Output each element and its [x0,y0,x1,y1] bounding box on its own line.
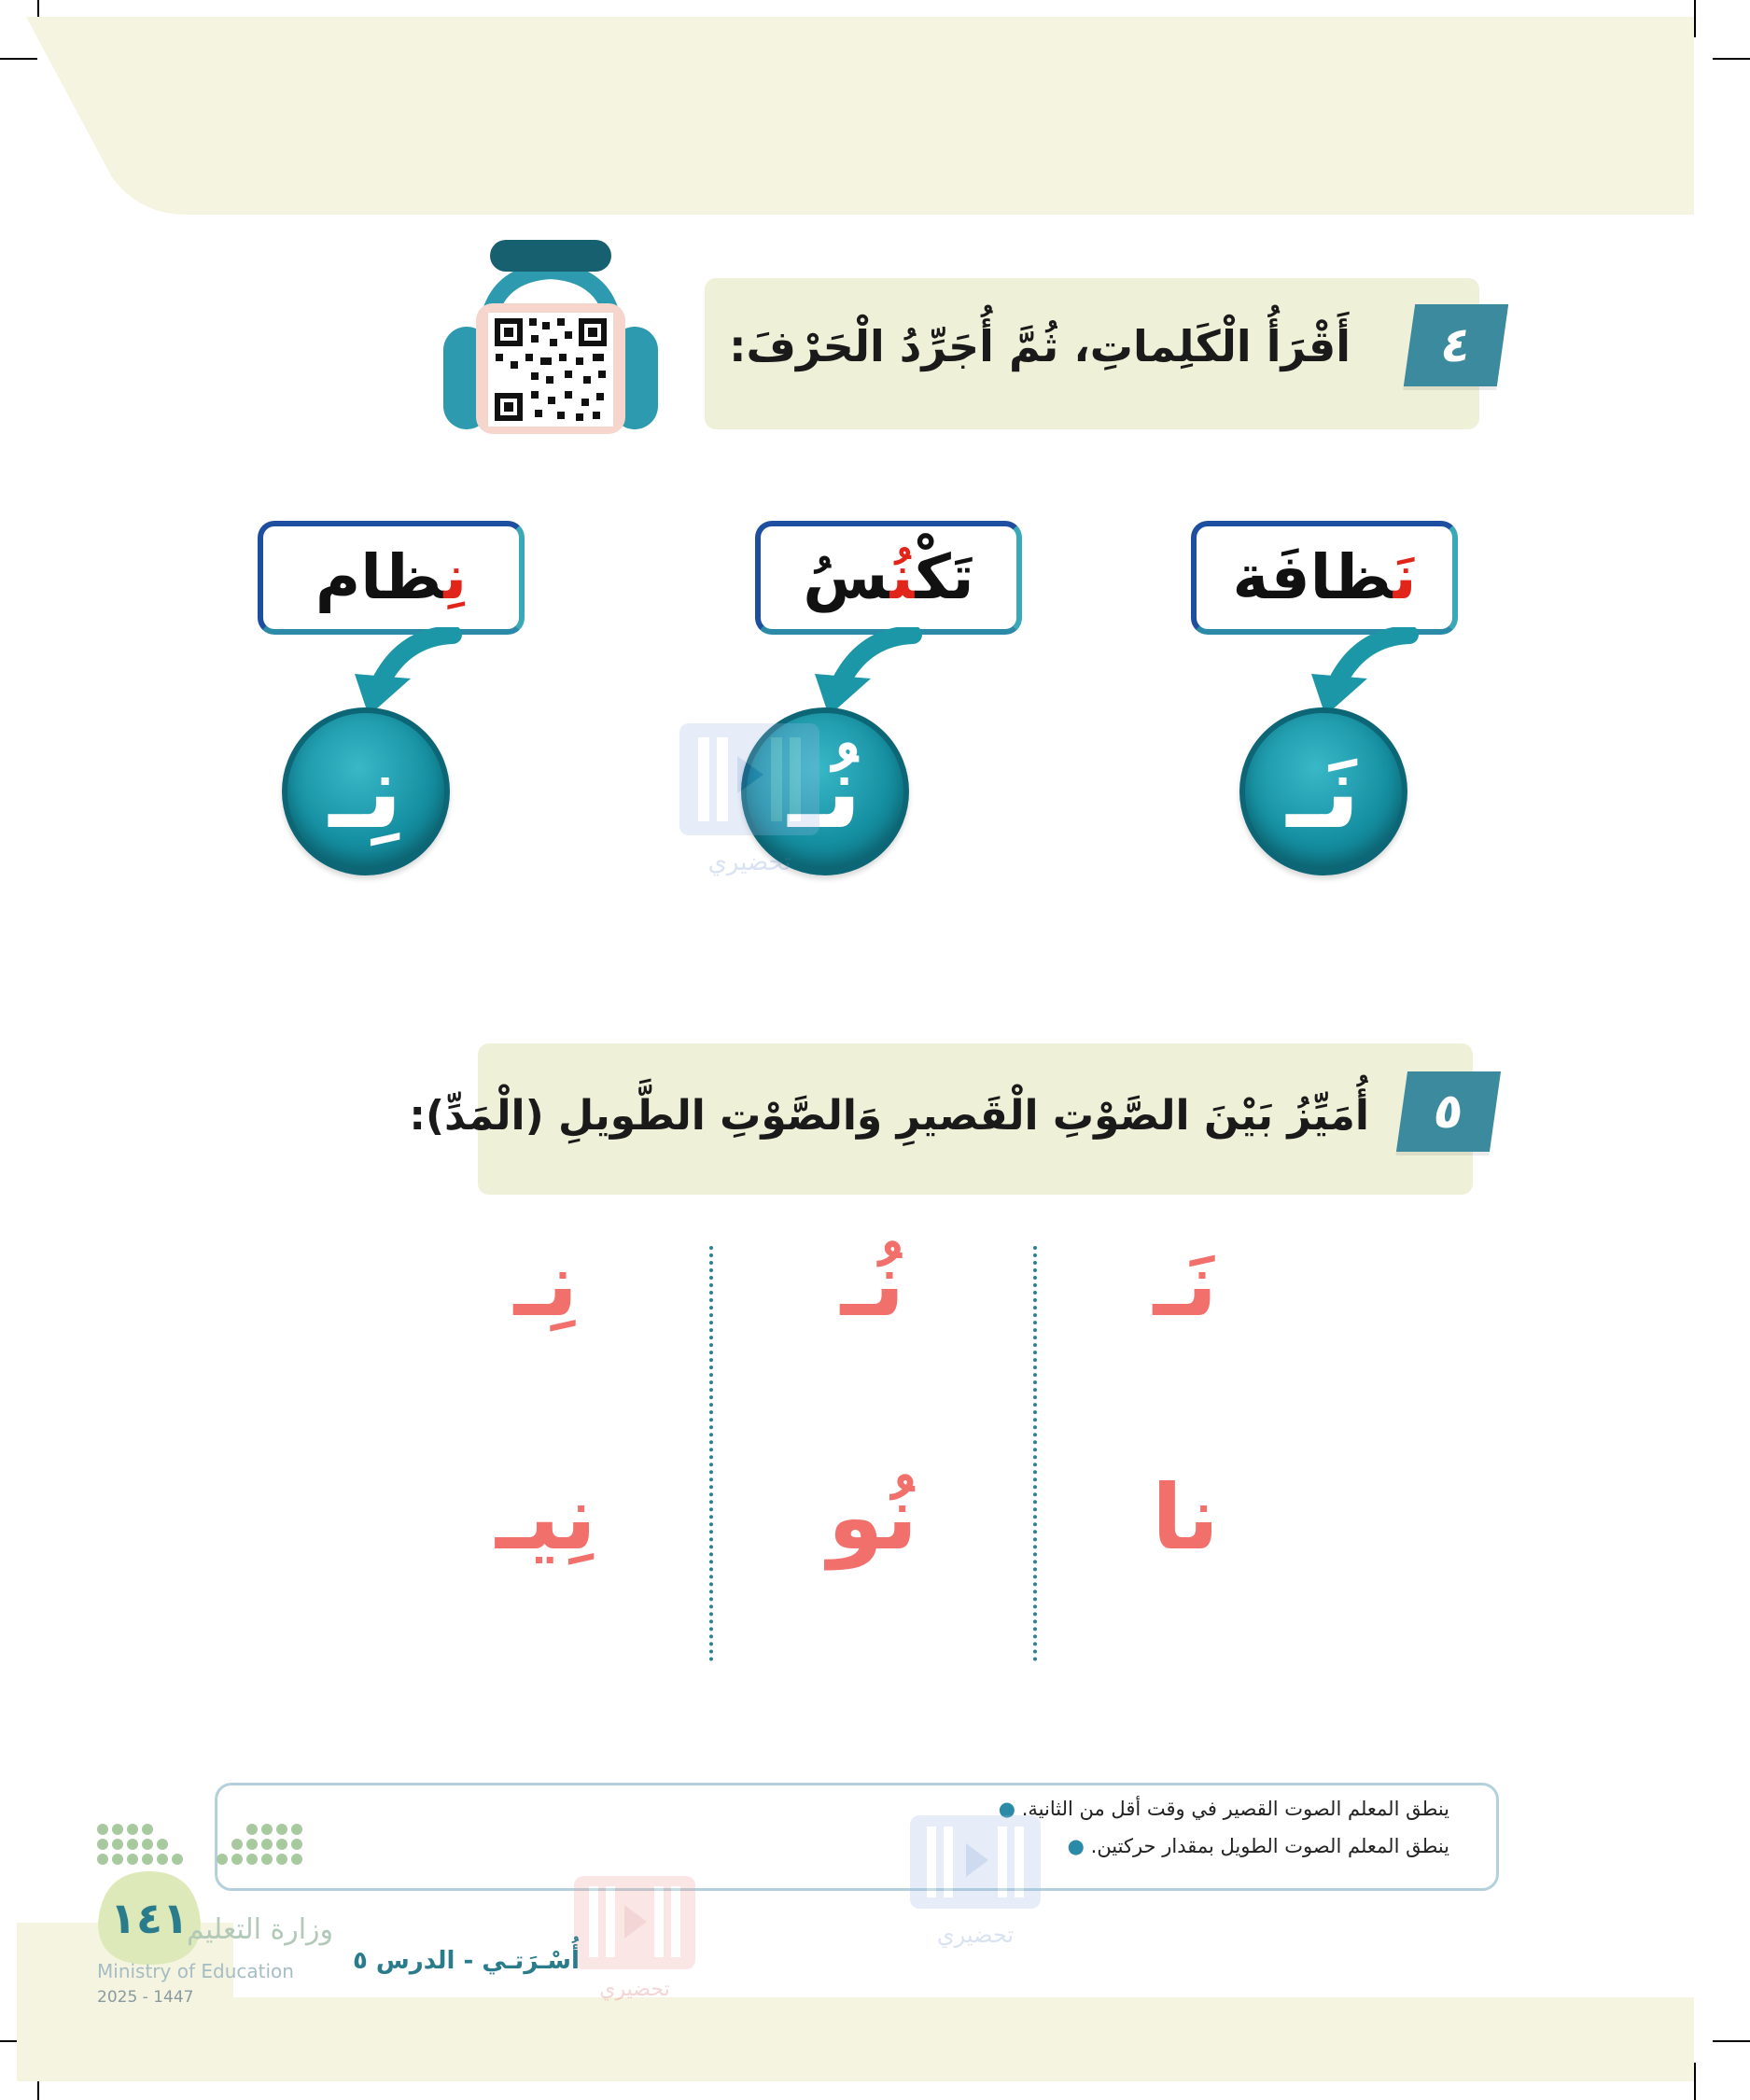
letter-circle-fatha [1239,707,1407,875]
arrow-icon [341,627,471,721]
ministry-name-en: Ministry of Education [97,1960,294,1982]
lesson-label: أُسْـرَتـي - الدرس ٥ [353,1947,580,1975]
watermark-logo [565,1871,705,2011]
word-box-nathafa [1191,521,1458,635]
arrow-icon [801,627,931,721]
top-banner [0,0,1750,224]
short-sound-fatha: نَـ [1153,1232,1218,1337]
bullet-icon: ● [998,1798,1016,1820]
watermark-text: تحضيري [707,848,791,876]
column-divider [1033,1246,1037,1661]
word-box-nitham [258,521,525,635]
exercise-5-number-badge [1396,1071,1501,1152]
watermark-text: تحضيري [599,1978,670,2001]
long-sound-ya: نِيـ [495,1465,597,1570]
teacher-note-text: ينطق المعلم الصوت الطويل بمقدار حركتين. [1090,1835,1449,1857]
exercise-5-number: ٥ [1429,1084,1468,1140]
watermark-text: تحضيري [936,1922,1015,1948]
letter-damma: نُـ [788,732,862,851]
word-highlight-letter: نِ [443,541,468,613]
word-highlight-letter: نَ [1393,541,1417,613]
ministry-name-ar: وزارة التعليم [187,1913,334,1946]
year-label: 2025 - 1447 [97,1988,194,2007]
word-box-taknus [755,521,1022,635]
word-prefix: تَكْ [915,541,974,613]
page-number: ١٤١ [109,1893,189,1943]
short-sound-kasra: نِـ [513,1232,579,1337]
short-sound-damma: نُـ [840,1232,905,1337]
exercise-4-instruction: أَقْرَأُ الْكَلِماتِ، ثُمَّ أُجَرِّدُ الْحَرْفَ: [729,321,1351,371]
word-rest: ظام [315,541,444,613]
teacher-note-2 [1068,1835,1449,1857]
watermark-logo [891,1806,1059,1955]
exercise-5-instruction: أُمَيِّزُ بَيْنَ الصَّوْتِ الْقَصيرِ وَالصَّوْتِ الطَّويلِ (الْمَدِّ): [409,1092,1369,1140]
exercise-4-number-badge [1404,304,1508,386]
teacher-note-1 [999,1798,1449,1820]
long-sound-alif: نا [1151,1465,1220,1570]
teacher-note-text: ينطق المعلم الصوت القصير في وقت أقل من الثانية. [1021,1798,1449,1820]
letter-fatha: نَـ [1286,732,1361,851]
letter-kasra: نِـ [329,732,403,851]
letter-circle-kasra [282,707,450,875]
arrow-icon [1297,627,1428,721]
word-rest: سُ [803,541,890,613]
bullet-icon: ● [1067,1835,1085,1857]
column-divider [709,1246,713,1661]
exercise-4-number: ٤ [1436,317,1476,373]
bottom-band [0,1923,1750,2091]
word-highlight-letter: نُ [889,541,916,613]
long-sound-waw: نُو [827,1465,918,1570]
watermark-logo [661,714,838,891]
headphones-qr-icon[interactable] [434,238,667,443]
word-rest: ظافَة [1232,541,1393,613]
